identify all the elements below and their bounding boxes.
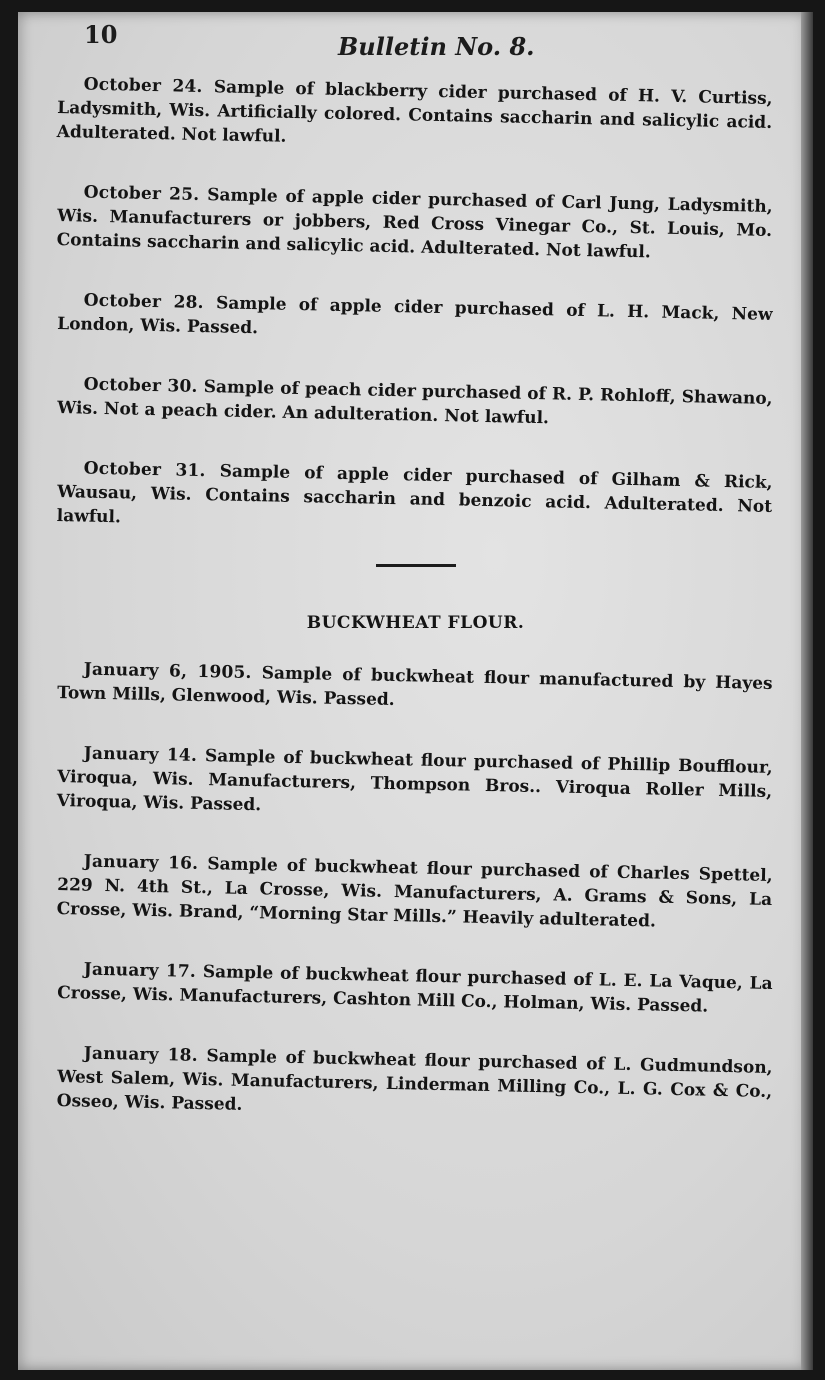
entry-text: Sample of apple cider purchased of Gilham & Rick, Wausau, Wis. Contains saccharin and benzoic acid. Adulterated. Not lawful. xyxy=(56,461,773,528)
running-head: Bulletin No. 8. xyxy=(338,32,535,61)
entry-text: Sample of buckwheat flour purchased of L. Gudmundson, West Salem, Wis. Manufacturers, Linderman Milling Co., L. G. Cox & Co., Osseo, Wis. Passed. xyxy=(56,1046,773,1115)
entry-date: January 6, 1905. xyxy=(83,659,252,684)
entry-text: Sample of buckwheat flour purchased of L. E. La Vaque, La Crosse, Wis. Manufacturers, Cashton Mill Co., Holman, Wis. Passed. xyxy=(57,962,773,1017)
cider-entries xyxy=(58,72,773,528)
cider-entry xyxy=(57,372,773,435)
buckwheat-entry xyxy=(57,957,773,1020)
cider-entry xyxy=(56,72,772,159)
entry-date: January 18. xyxy=(83,1043,199,1066)
section-divider xyxy=(376,564,456,567)
entry-date: October 25. xyxy=(83,182,200,205)
section-heading: BUCKWHEAT FLOUR. xyxy=(306,613,525,633)
entry-date: October 30. xyxy=(83,374,198,397)
entry-text: Sample of blackberry cider purchased of H. V. Curtiss, Ladysmith, Wis. Artificially colored. Contains saccharin and salicylic acid. Adulterated. Not lawful. xyxy=(56,77,773,147)
entry-date: October 28. xyxy=(83,290,204,314)
cider-entry xyxy=(57,288,773,351)
entry-date: January 16. xyxy=(83,851,199,874)
entry-text: Sample of peach cider purchased of R. P. Rohloff, Shawano, Wis. Not a peach cider. An adulteration. Not lawful. xyxy=(57,377,773,429)
entry-text: Sample of buckwheat flour manufactured by Hayes Town Mills, Glenwood, Wis. Passed. xyxy=(57,663,773,711)
buckwheat-entry xyxy=(56,1041,772,1128)
entry-date: October 31. xyxy=(83,458,206,482)
buckwheat-entry xyxy=(57,657,773,720)
page-edge-shadow xyxy=(801,12,813,1370)
entry-text: Sample of buckwheat flour purchased of Phillip Boufflour, Viroqua, Wis. Manufacturers, Thompson Bros.. Viroqua Roller Mills, Viroqua, Wis. Passed. xyxy=(56,746,773,816)
buckwheat-entries xyxy=(58,657,773,1113)
entry-date: October 24. xyxy=(83,74,203,98)
cider-entry xyxy=(56,180,772,267)
entry-text: Sample of buckwheat flour purchased of Charles Spettel, 229 N. 4th St., La Crosse, Wis. Manufacturers, A. Grams & Sons, La Crosse, Wis. Brand, “Morning Star Mills.” Heavily adulterated. xyxy=(56,854,773,932)
entry-date: January 14. xyxy=(83,743,198,766)
entry-text: Sample of apple cider purchased of Carl Jung, Ladysmith, Wis. Manufacturers or jobbers, Red Cross Vinegar Co., St. Louis, Mo. Contains saccharin and salicylic acid. Adulterated. Not lawful. xyxy=(56,185,773,263)
buckwheat-entry xyxy=(56,741,772,828)
page-content xyxy=(58,72,773,1149)
page-number: 10 xyxy=(84,20,118,49)
cider-entry xyxy=(56,456,772,543)
entry-text: Sample of apple cider purchased of L. H. Mack, New London, Wis. Passed. xyxy=(57,293,773,339)
entry-date: January 17. xyxy=(83,959,197,982)
document-page xyxy=(18,12,813,1370)
buckwheat-entry xyxy=(56,849,772,936)
